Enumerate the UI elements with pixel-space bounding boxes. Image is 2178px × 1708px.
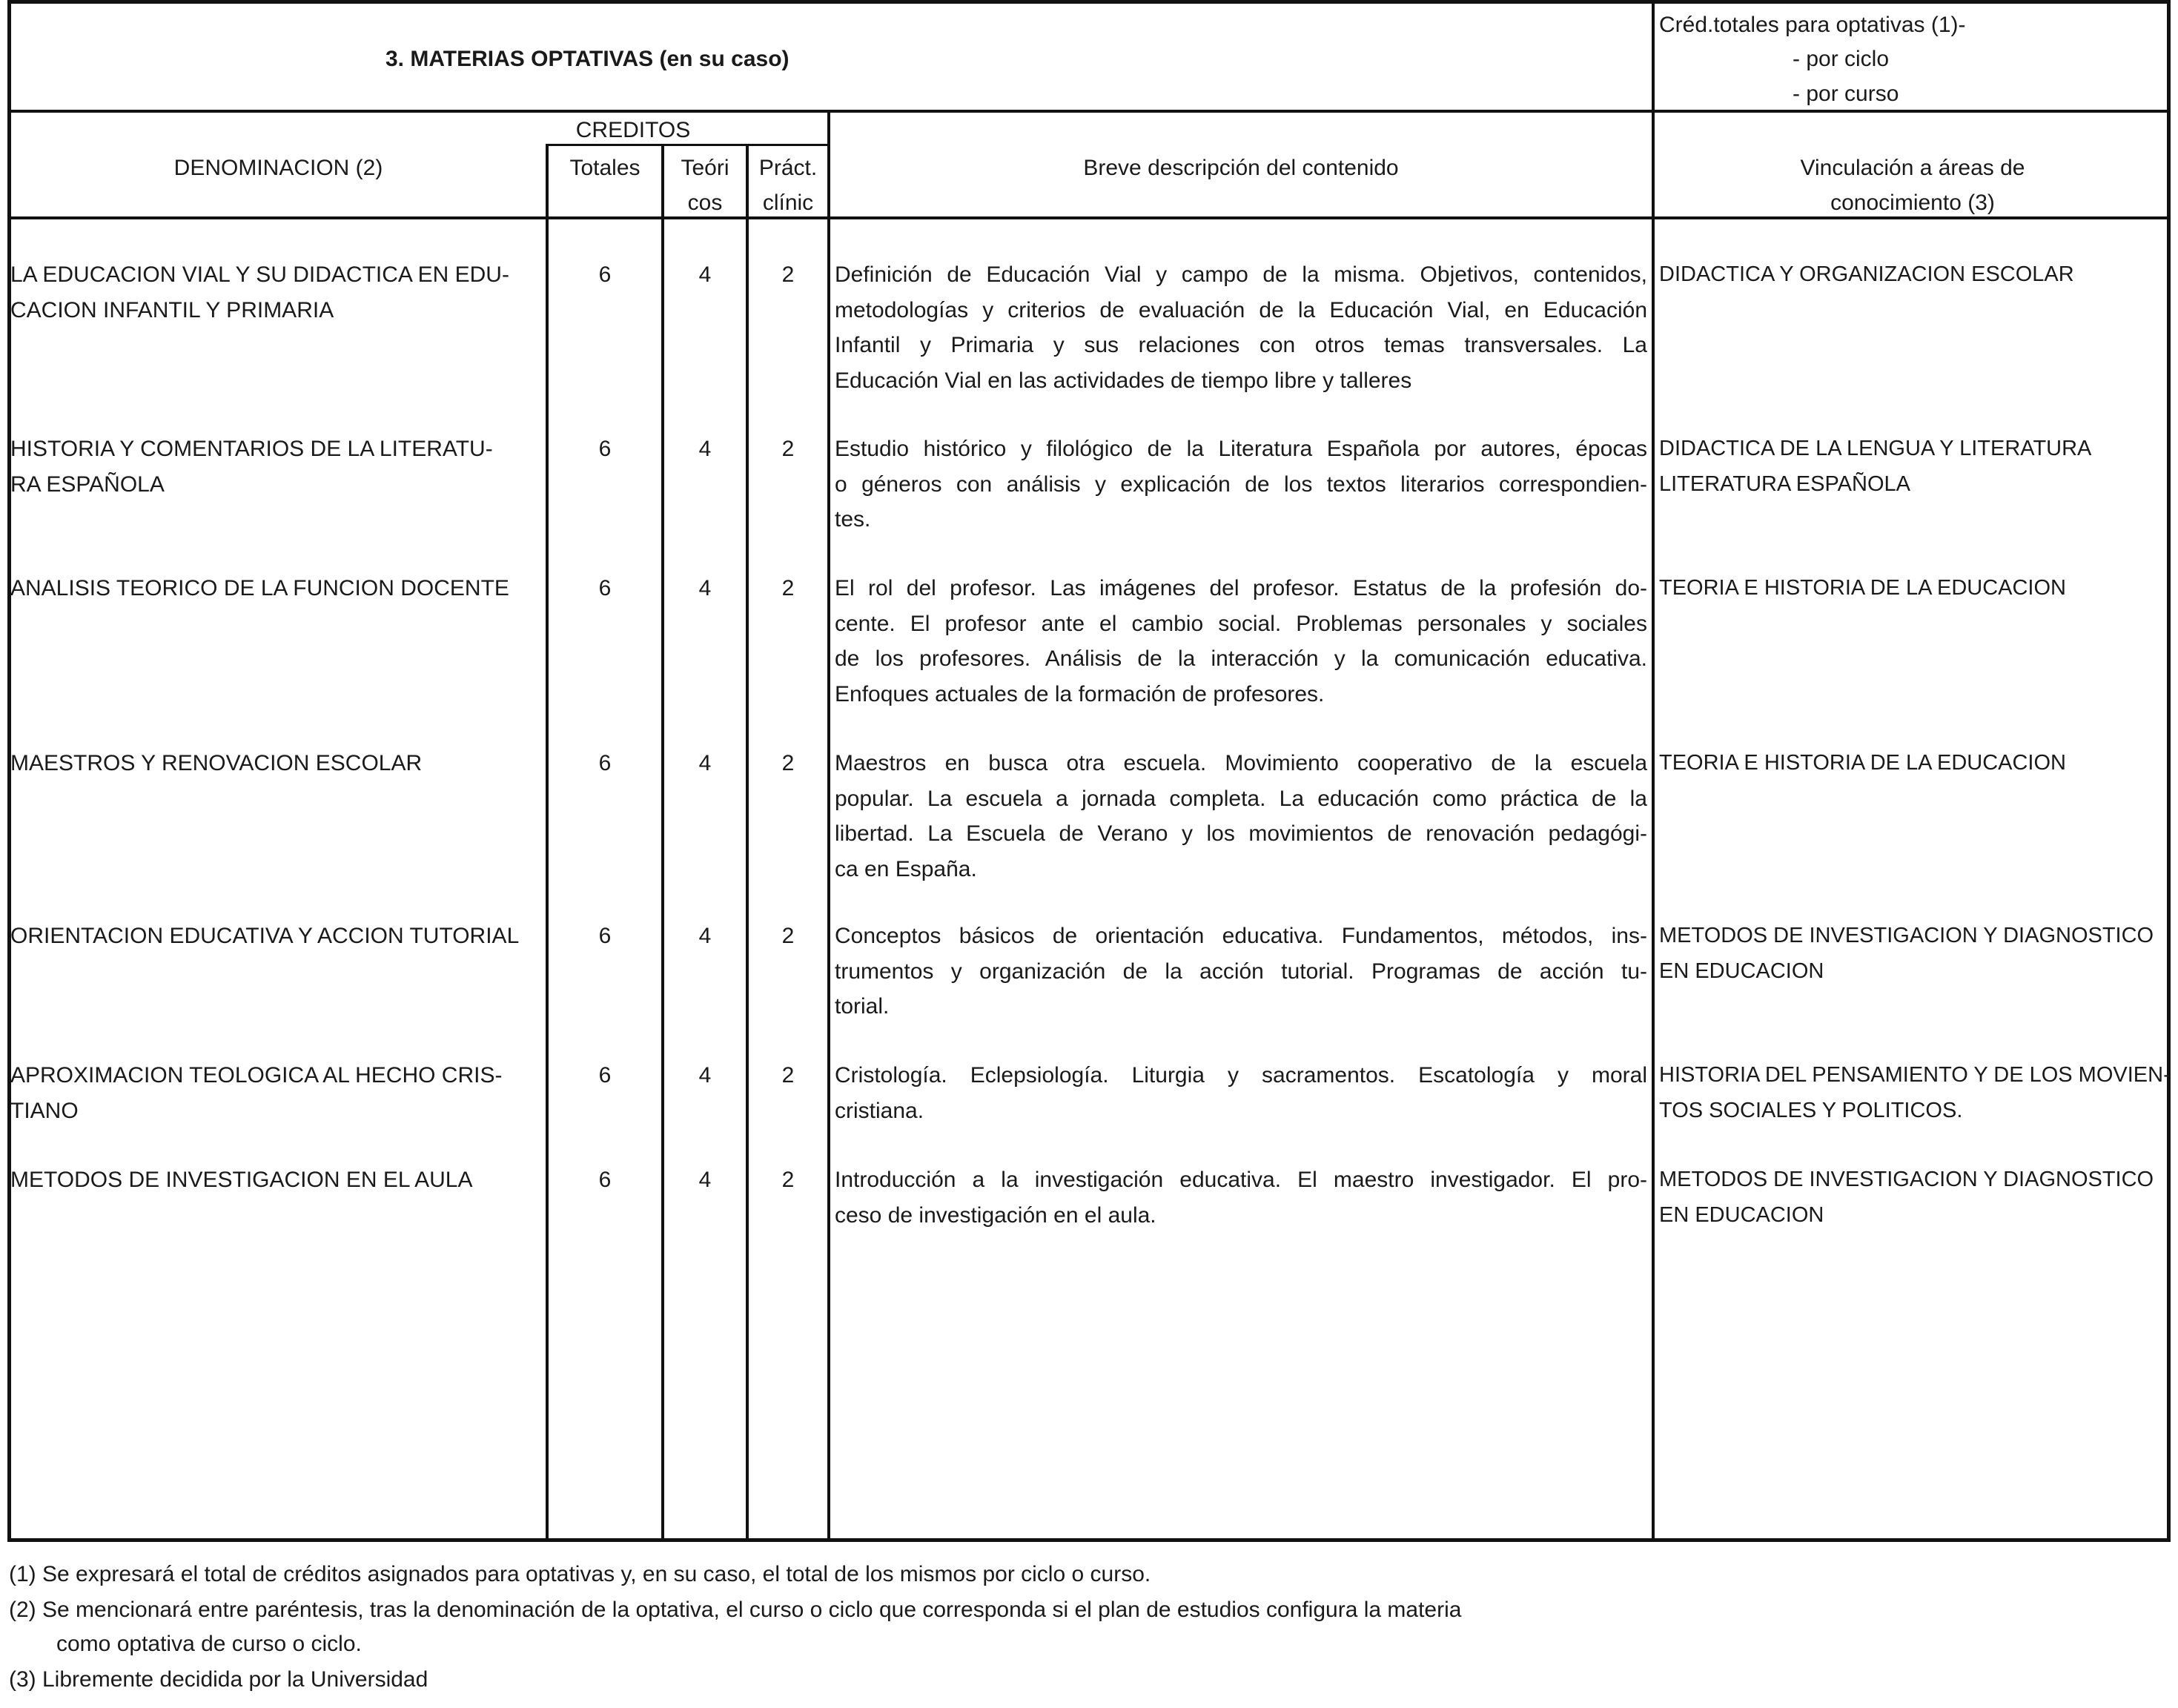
course-description bbox=[835, 1162, 1647, 1233]
practicos-header-line-2: clínic bbox=[762, 191, 814, 215]
credits-totales: 6 bbox=[598, 576, 612, 600]
course-description bbox=[835, 1058, 1647, 1128]
totales-header: Totales bbox=[569, 156, 641, 180]
description-line: popular. La escuela a jornada completa. La educación como práctica de la bbox=[835, 786, 1647, 811]
credits-practicos: 2 bbox=[781, 437, 795, 461]
credits-teoricos: 4 bbox=[698, 1063, 712, 1088]
knowledge-area: TEORIA E HISTORIA DE LA EDUCACION bbox=[1659, 576, 2066, 600]
col-divider-teoricos bbox=[661, 144, 664, 1542]
course-description bbox=[835, 571, 1647, 712]
description-line: metodologías y criterios de evaluación de la Educación Vial, en Educación bbox=[835, 297, 1647, 322]
credits-practicos: 2 bbox=[781, 751, 795, 775]
course-name: LA EDUCACION VIAL Y SU DIDACTICA EN EDU- bbox=[10, 262, 509, 287]
knowledge-area: EN EDUCACION bbox=[1659, 1202, 1824, 1227]
knowledge-area: HISTORIA DEL PENSAMIENTO Y DE LOS MOVIEN- bbox=[1659, 1063, 2171, 1087]
credits-practicos: 2 bbox=[781, 924, 795, 948]
course-description bbox=[835, 918, 1647, 1025]
footnote-2: (2) Se mencionará entre paréntesis, tras la denominación de la optativa, el curso o ciclo que corresponda si el plan de estudios configura la materia bbox=[9, 1598, 1462, 1622]
description-line: Definición de Educación Vial y campo de la misma. Objetivos, contenidos, bbox=[835, 262, 1647, 287]
description-line: Educación Vial en las actividades de tiempo libre y talleres bbox=[835, 368, 1412, 393]
teoricos-header-line-1: Teóri bbox=[681, 156, 729, 180]
description-line: Enfoques actuales de la formación de profesores. bbox=[835, 681, 1325, 706]
description-line: ca en España. bbox=[835, 856, 977, 881]
description-line: Infantil y Primaria y sus relaciones con otros temas transversales. La bbox=[835, 333, 1647, 357]
course-name: TIANO bbox=[10, 1098, 79, 1123]
course-name: CACION INFANTIL Y PRIMARIA bbox=[10, 297, 334, 322]
description-line: ceso de investigación en el aula. bbox=[835, 1202, 1156, 1228]
footnote-1: (1) Se expresará el total de créditos asignados para optativas y, en su caso, el total de los mismos por ciclo o curso. bbox=[9, 1562, 1151, 1586]
credits-teoricos: 4 bbox=[698, 1168, 712, 1192]
knowledge-area: EN EDUCACION bbox=[1659, 959, 1824, 983]
footnote-3: (3) Libremente decidida por la Universidad bbox=[9, 1667, 428, 1692]
credits-totales: 6 bbox=[598, 924, 612, 948]
credits-practicos: 2 bbox=[781, 262, 795, 287]
credits-box-line-2: - por ciclo bbox=[1793, 47, 1890, 71]
course-description bbox=[835, 746, 1647, 887]
col-divider-description bbox=[827, 110, 830, 1542]
vinculacion-header-line-2: conocimiento (3) bbox=[1830, 191, 1995, 215]
credits-teoricos: 4 bbox=[698, 262, 712, 287]
credits-practicos: 2 bbox=[781, 1168, 795, 1192]
knowledge-area: METODOS DE INVESTIGACION Y DIAGNOSTICO bbox=[1659, 1168, 2154, 1191]
credits-box-line-3: - por curso bbox=[1793, 82, 1899, 106]
teoricos-header-line-2: cos bbox=[687, 191, 723, 215]
description-line: Maestros en busca otra escuela. Movimiento cooperativo de la escuela bbox=[835, 751, 1647, 775]
knowledge-area: DIDACTICA DE LA LENGUA Y LITERATURA bbox=[1659, 437, 2092, 460]
description-line: tes. bbox=[835, 507, 871, 532]
description-line: cente. El profesor ante el cambio social. Problemas personales y sociales bbox=[835, 611, 1647, 636]
knowledge-area: LITERATURA ESPAÑOLA bbox=[1659, 471, 1910, 496]
credits-teoricos: 4 bbox=[698, 751, 712, 775]
description-line: Estudio histórico y filológico de la Literatura Española por autores, épocas bbox=[835, 437, 1647, 461]
course-name: APROXIMACION TEOLOGICA AL HECHO CRIS- bbox=[10, 1063, 503, 1088]
course-name: HISTORIA Y COMENTARIOS DE LA LITERATU- bbox=[10, 437, 493, 461]
credits-box-line-1: Créd.totales para optativas (1)- bbox=[1659, 13, 1966, 37]
description-line: El rol del profesor. Las imágenes del profesor. Estatus de la profesión do- bbox=[835, 576, 1647, 600]
knowledge-area: TOS SOCIALES Y POLITICOS. bbox=[1659, 1098, 1963, 1122]
course-description bbox=[835, 257, 1647, 398]
credits-totales: 6 bbox=[598, 1063, 612, 1088]
col-divider-credits-box bbox=[1652, 0, 1655, 1542]
course-name: ANALISIS TEORICO DE LA FUNCION DOCENTE bbox=[10, 576, 509, 600]
knowledge-area: DIDACTICA Y ORGANIZACION ESCOLAR bbox=[1659, 262, 2074, 286]
description-line: libertad. La Escuela de Verano y los movimientos de renovación pedagógi- bbox=[835, 821, 1647, 846]
description-line: Introducción a la investigación educativa. El maestro investigador. El pro- bbox=[835, 1168, 1647, 1192]
vinculacion-header-line-1: Vinculación a áreas de bbox=[1800, 156, 2025, 180]
knowledge-area: METODOS DE INVESTIGACION Y DIAGNOSTICO bbox=[1659, 924, 2154, 947]
footnote-2-continuation: como optativa de curso o ciclo. bbox=[56, 1632, 362, 1656]
credits-teoricos: 4 bbox=[698, 437, 712, 461]
course-name: ORIENTACION EDUCATIVA Y ACCION TUTORIAL bbox=[10, 924, 520, 948]
credits-totales: 6 bbox=[598, 1168, 612, 1192]
credits-totales: 6 bbox=[598, 262, 612, 287]
description-line: trumentos y organización de la acción tutorial. Programas de acción tu- bbox=[835, 959, 1647, 984]
description-line: o géneros con análisis y explicación de los textos literarios correspondien- bbox=[835, 471, 1647, 497]
col-divider-practicos bbox=[746, 144, 749, 1542]
creditos-header: CREDITOS bbox=[575, 118, 691, 142]
course-name: RA ESPAÑOLA bbox=[10, 471, 165, 497]
denominacion-header: DENOMINACION (2) bbox=[173, 156, 383, 180]
practicos-header-line-1: Práct. bbox=[758, 156, 818, 180]
section-title: 3. MATERIAS OPTATIVAS (en su caso) bbox=[385, 47, 790, 71]
description-line: de los profesores. Análisis de la interacción y la comunicación educativa. bbox=[835, 646, 1647, 671]
credits-totales: 6 bbox=[598, 437, 612, 461]
descripcion-header: Breve descripción del contenido bbox=[1083, 156, 1399, 180]
credits-practicos: 2 bbox=[781, 576, 795, 600]
course-description bbox=[835, 431, 1647, 537]
description-line: cristiana. bbox=[835, 1098, 924, 1123]
course-name: MAESTROS Y RENOVACION ESCOLAR bbox=[10, 751, 423, 775]
col-divider-totales bbox=[546, 144, 549, 1542]
credits-teoricos: 4 bbox=[698, 576, 712, 600]
credits-practicos: 2 bbox=[781, 1063, 795, 1088]
knowledge-area: TEORIA E HISTORIA DE LA EDUCACION bbox=[1659, 751, 2066, 775]
credits-totales: 6 bbox=[598, 751, 612, 775]
course-name: METODOS DE INVESTIGACION EN EL AULA bbox=[10, 1168, 473, 1192]
description-line: torial. bbox=[835, 994, 890, 1019]
credits-teoricos: 4 bbox=[698, 924, 712, 948]
description-line: Conceptos básicos de orientación educativa. Fundamentos, métodos, ins- bbox=[835, 924, 1647, 948]
description-line: Cristología. Eclepsiología. Liturgia y sacramentos. Escatología y moral bbox=[835, 1063, 1647, 1088]
